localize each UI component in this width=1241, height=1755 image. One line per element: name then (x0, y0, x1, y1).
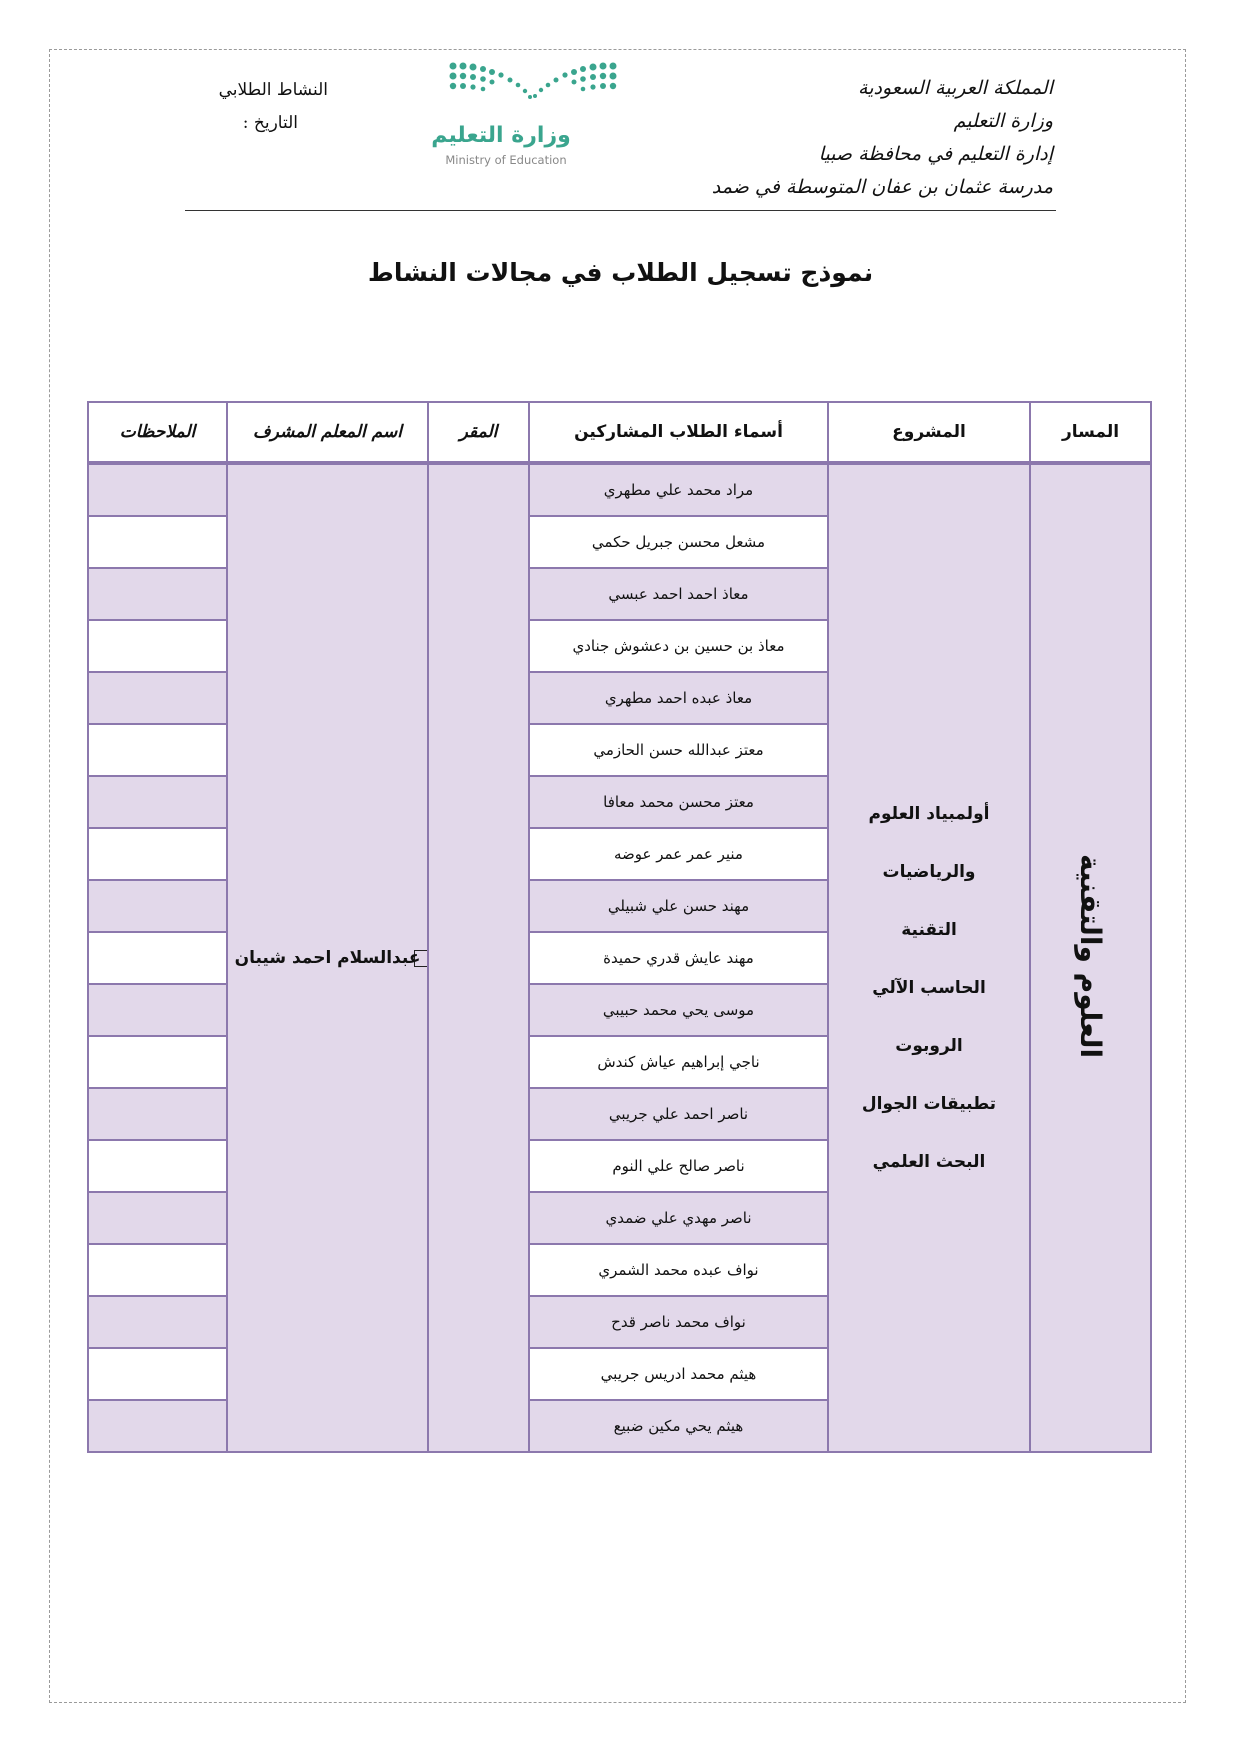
notes-cell[interactable] (88, 984, 227, 1036)
student-name-cell: معتز عبدالله حسن الحازمي (529, 724, 828, 776)
project-item: أولمبياد العلوم والرياضيات (868, 804, 990, 882)
project-item: التقنية (901, 920, 957, 940)
header-divider (185, 210, 1056, 211)
header-ministry: وزارة التعليم (953, 110, 1053, 132)
notes-cell[interactable] (88, 1348, 227, 1400)
student-name-cell: معتز محسن محمد معافا (529, 776, 828, 828)
notes-cell[interactable] (88, 672, 227, 724)
student-name-cell: مراد محمد علي مطهري (529, 463, 828, 516)
header-institution (693, 72, 1053, 204)
student-name-cell: ناصر مهدي علي ضمدي (529, 1192, 828, 1244)
header-meta (188, 74, 328, 140)
notes-cell[interactable] (88, 620, 227, 672)
header-students: أسماء الطلاب المشاركين (529, 402, 828, 463)
notes-cell[interactable] (88, 568, 227, 620)
track-cell (1030, 463, 1151, 1452)
header-department: النشاط الطلابي (218, 80, 328, 100)
notes-cell[interactable] (88, 932, 227, 984)
project-item: البحث العلمي (872, 1152, 986, 1172)
student-name-cell: ناصر صالح علي النوم (529, 1140, 828, 1192)
student-name-cell: مهند عايش قدري حميدة (529, 932, 828, 984)
ministry-logo (430, 60, 650, 170)
student-name-cell: منير عمر عمر عوضه (529, 828, 828, 880)
table-row (88, 463, 1151, 516)
notes-cell[interactable] (88, 776, 227, 828)
student-name-cell: ناجي إبراهيم عياش كندش (529, 1036, 828, 1088)
notes-cell[interactable] (88, 1296, 227, 1348)
student-name-cell: مشعل محسن جبريل حكمي (529, 516, 828, 568)
notes-cell[interactable] (88, 828, 227, 880)
registration-table (87, 401, 1152, 1453)
notes-cell[interactable] (88, 516, 227, 568)
notes-cell[interactable] (88, 1192, 227, 1244)
project-item: الحاسب الآلي (872, 978, 986, 998)
student-name-cell: موسى يحي محمد حبيبي (529, 984, 828, 1036)
header-track: المسار (1030, 402, 1151, 463)
logo-arabic-text: وزارة التعليم (431, 123, 571, 148)
notes-cell[interactable] (88, 1400, 227, 1452)
project-cell (828, 463, 1030, 1452)
notes-cell[interactable] (88, 880, 227, 932)
teacher-name: عبدالسلام احمد شيبان (234, 948, 421, 968)
notes-cell[interactable] (88, 724, 227, 776)
student-name-cell: مهند حسن علي شبيلي (529, 880, 828, 932)
venue-cell (428, 463, 529, 1452)
student-name-cell: معاذ احمد احمد عبسي (529, 568, 828, 620)
notes-cell[interactable] (88, 1088, 227, 1140)
teacher-cell (227, 463, 428, 1452)
notes-cell[interactable] (88, 1140, 227, 1192)
project-item: الروبوت (895, 1036, 963, 1056)
project-item: تطبيقات الجوال (861, 1094, 997, 1114)
student-name-cell: معاذ بن حسين بن دعشوش جنادي (529, 620, 828, 672)
student-name-cell: هيثم يحي مكين ضبيع (529, 1400, 828, 1452)
student-name-cell: ناصر احمد علي جريبي (529, 1088, 828, 1140)
header-date-label: التاريخ : (242, 113, 298, 133)
notes-cell[interactable] (88, 1244, 227, 1296)
header-teacher: اسم المعلم المشرف (227, 402, 428, 463)
notes-cell[interactable] (88, 1036, 227, 1088)
header-project: المشروع (828, 402, 1030, 463)
student-name-cell: معاذ عبده احمد مطهري (529, 672, 828, 724)
student-name-cell: هيثم محمد ادريس جريبي (529, 1348, 828, 1400)
notes-cell[interactable] (88, 463, 227, 516)
header-country: المملكة العربية السعودية (858, 77, 1053, 99)
student-name-cell: نواف محمد ناصر قدح (529, 1296, 828, 1348)
header-notes: الملاحظات (88, 402, 227, 463)
logo-dots-icon (430, 60, 650, 120)
logo-english-text: Ministry of Education (445, 153, 567, 167)
header-directorate: إدارة التعليم في محافظة صبيا (818, 143, 1053, 165)
student-name-cell: نواف عبده محمد الشمري (529, 1244, 828, 1296)
page-title: نموذج تسجيل الطلاب في مجالات النشاط (367, 258, 874, 287)
header-venue: المقر (428, 402, 529, 463)
header-school: مدرسة عثمان بن عفان المتوسطة في ضمد (711, 176, 1053, 198)
table-header-row (88, 402, 1151, 463)
track-label: العلوم والتقنية (1074, 853, 1107, 1059)
